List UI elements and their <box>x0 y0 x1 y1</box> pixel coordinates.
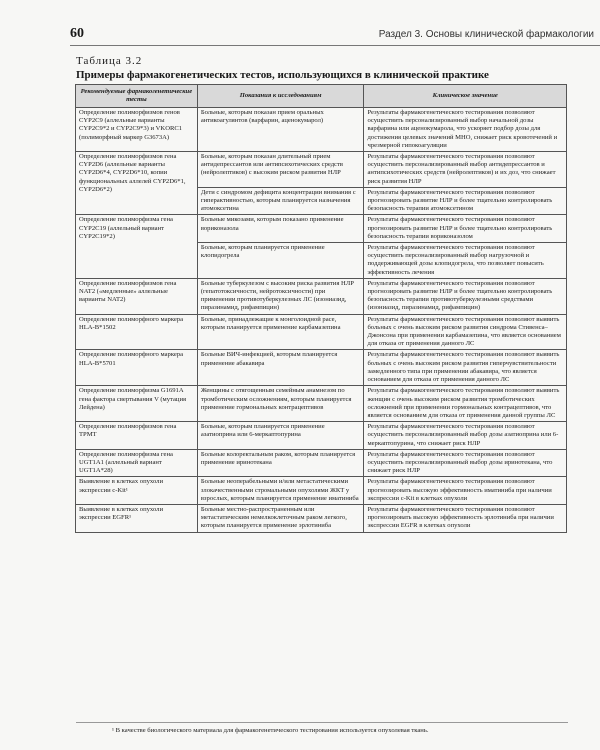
cell-significance: Результаты фармакогенетического тестирования позволяют прогнозировать высокую эффективность иматиниба при наличии экспрессии c-Kit в клетках опухоли <box>364 477 567 505</box>
table-row <box>76 477 567 505</box>
footnote-divider <box>76 722 568 723</box>
cell-significance: Результаты фармакогенетического тестирования позволяют прогнозировать развитие НЛР и более тщательно контролировать безопасность терапии вориконазолом <box>364 215 567 243</box>
page-number: 60 <box>70 26 84 41</box>
table-row <box>76 278 567 314</box>
cell-test: Определение полиморфизмов гена NAT2 («медленные» аллельные варианты NAT2) <box>76 278 198 314</box>
page-header <box>70 23 600 46</box>
cell-test: Определение полиморфного маркера HLA-B*5701 <box>76 350 198 386</box>
table-row <box>76 108 567 152</box>
cell-test: Выявление в клетках опухоли экспрессии EGFR¹ <box>76 504 198 532</box>
table-row <box>76 386 567 422</box>
footnote: ¹ В качестве биологического материала для фармакогенетического тестирования используется опухолевая ткань. <box>112 727 429 734</box>
cell-indication: Больные местно-распространенным или метастатическим немелкоклеточным раком легкого, которым планируется применение эрлотиниба <box>197 504 364 532</box>
cell-test: Определение полиморфизма гена UGT1A1 (аллельный вариант UGT1A*28) <box>76 449 198 477</box>
table-row <box>76 350 567 386</box>
cell-indication: Больные, которым планируется применение азатиоприна или 6-меркаптопурина <box>197 422 364 450</box>
table-row <box>76 422 567 450</box>
cell-significance: Результаты фармакогенетического тестирования позволяют осуществить персонализированный выбор антидепрессантов и антипсихотических средств (нейролептиков) и их доз, что снижает риск развития НЛР <box>364 152 567 188</box>
table-row <box>76 504 567 532</box>
cell-indication: Больные, которым показан прием оральных антикоагулянтов (варфарин, аценокумарол) <box>197 108 364 152</box>
table-header-row <box>76 85 567 108</box>
cell-significance: Результаты фармакогенетического тестирования позволяют выявить женщин с очень высоким риском развития тромботических осложнений при применении гормональных контрацептивов, что является основанием для отказа от применения данной группы ЛС <box>364 386 567 422</box>
cell-indication: Больные, которым показан длительный прием антидепрессантов или антипсихотических средств (нейролептиков) с высоким риском развития НЛР <box>197 152 364 188</box>
cell-significance: Результаты фармакогенетического тестирования позволяют выявить больных с очень высоким риском развития гиперчувствительности замедленного типа при применении абакавира, что является основанием для отказа от применения данного ЛС <box>364 350 567 386</box>
cell-indication: Больные неоперабельными и/или метастатическими злокачественными стромальными опухолями ЖКТ у взрослых, которым планируется применение иматиниба <box>197 477 364 505</box>
cell-indication: Больные, принадлежащие к монголоидной расе, которым планируется применение карбамазепина <box>197 314 364 350</box>
cell-indication: Больные микозами, которым показано применение вориконазола <box>197 215 364 243</box>
table-caption: Таблица 3.2 <box>76 55 143 67</box>
cell-significance: Результаты фармакогенетического тестирования позволяют осуществить персонализированный выбор нагрузочной и поддерживающей дозы клопидогрела, что позволяет повысить эффективность лечения <box>364 243 567 279</box>
cell-indication: Дети с синдромом дефицита концентрации внимания с гиперактивностью, которым планируется назначения атомоксетина <box>197 187 364 215</box>
column-header-tests: Рекомендуемые фармакогенетические тесты <box>76 85 198 108</box>
cell-test: Определение полиморфизмов генов CYP2C9 (аллельные варианты CYP2C9*2 и CYP2C9*3) и VKORC1 (полиморфный маркер G3673A) <box>76 108 198 152</box>
cell-indication: Женщины с отягощенным семейным анамнезом по тромботическим осложнениям, которым планируется применение гормональных контрацептивов <box>197 386 364 422</box>
cell-significance: Результаты фармакогенетического тестирования позволяют осуществить персонализированный выбор дозы азатиоприна или 6-меркаптопурина, что снижает риск НЛР <box>364 422 567 450</box>
column-header-indications: Показания к исследованиям <box>197 85 364 108</box>
table-title: Примеры фармакогенетических тестов, использующихся в клинической практике <box>76 69 489 81</box>
cell-indication: Больные ВИЧ-инфекцией, которым планируется применение абакавира <box>197 350 364 386</box>
cell-test: Определение полиморфного маркера HLA-B*1502 <box>76 314 198 350</box>
table-row <box>76 449 567 477</box>
cell-significance: Результаты фармакогенетического тестирования позволяют прогнозировать развитие НЛР и более тщательно контролировать безопасность терапии противотуберкулезными средствами (изониазид, пиразинамид, рифампицин) <box>364 278 567 314</box>
cell-indication: Больные колоректальным раком, которым планируется применение иринотекана <box>197 449 364 477</box>
cell-indication: Больные туберкулезом с высоким риска развития НЛР (гепатотоксичности, нейротоксичности) при применении противотуберкулезных ЛС (изониазид, пиразинамид, рифампицин) <box>197 278 364 314</box>
table-row <box>76 314 567 350</box>
cell-significance: Результаты фармакогенетического тестирования позволяют выявить больных с очень высоким риском развития синдрома Стивенса–Джонсона при применении карбамазепина, что является основанием для отказа от применения данного ЛС <box>364 314 567 350</box>
cell-significance: Результаты фармакогенетического тестирования позволяют прогнозировать развитие НЛР и более тщательно контролировать безопасность терапии атомоксетином <box>364 187 567 215</box>
cell-test: Выявление в клетках опухоли экспрессии c-Kit¹ <box>76 477 198 505</box>
table-row <box>76 152 567 188</box>
cell-significance: Результаты фармакогенетического тестирования позволяют прогнозировать высокую эффективность эрлотиниба при наличии экспрессии EGFR в клетках опухоли <box>364 504 567 532</box>
cell-significance: Результаты фармакогенетического тестирования позволяют осуществить персонализированный выбор дозы иринотекана, что снижает риск НЛР <box>364 449 567 477</box>
column-header-significance: Клиническое значение <box>364 85 567 108</box>
table-row <box>76 215 567 243</box>
pharmacogenetic-tests-table <box>75 84 567 533</box>
cell-significance: Результаты фармакогенетического тестирования позволяют осуществить персонализированный выбор начальной дозы варфарина или аценокумарола, что ускоряет подбор дозы для достижения целевых значений МНО, снижает риск кровотечений и чрезмерной гипокоагуляции <box>364 108 567 152</box>
cell-test: Определение полиморфизма гена CYP2C19 (аллельный вариант CYP2C19*2) <box>76 215 198 278</box>
cell-test: Определение полиморфизмов гена TPMT <box>76 422 198 450</box>
running-head: Раздел 3. Основы клинической фармакологии <box>378 28 594 40</box>
cell-test: Определение полиморфизма G1691A гена фактора свертывания V (мутация Лейдена) <box>76 386 198 422</box>
cell-indication: Больные, которым планируется применение клопидогрела <box>197 243 364 279</box>
cell-test: Определение полиморфизмов гена CYP2D6 (аллельные варианты CYP2D6*4, CYP2D6*10, копии функциональных аллелей CYP2D6*1, CYP2D6*2) <box>76 152 198 215</box>
